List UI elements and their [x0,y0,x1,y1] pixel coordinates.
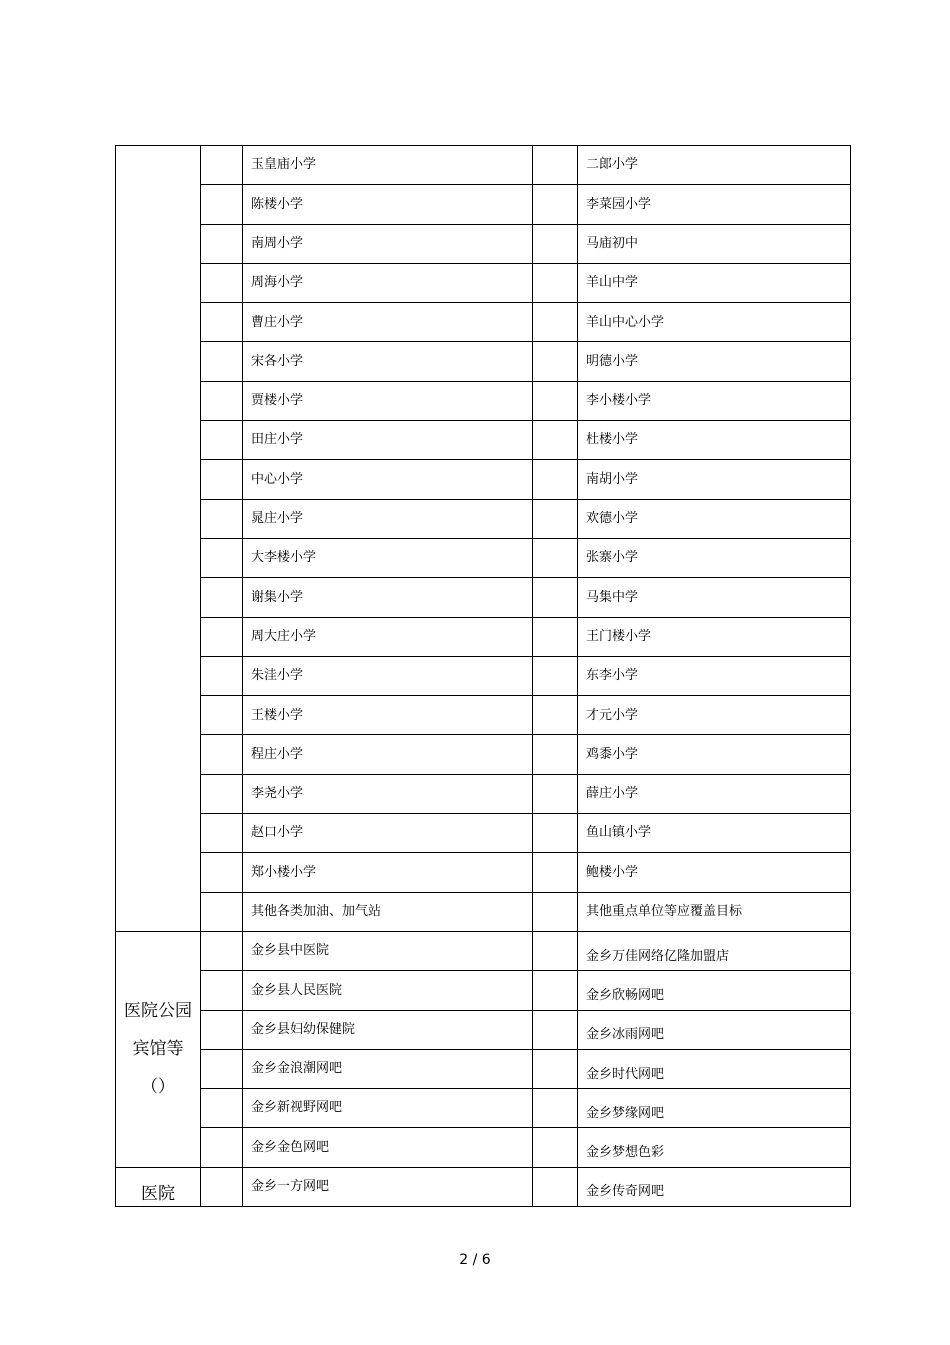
unit-name-right: 张寨小学 [578,538,851,577]
table-row [116,303,851,342]
unit-name-right: 杜楼小学 [578,421,851,460]
index-cell-left [201,538,243,577]
unit-name-right: 二郎小学 [578,146,851,185]
unit-name-right: 东李小学 [578,656,851,695]
unit-name-right: 金乡万佳网络亿隆加盟店 [578,931,851,970]
index-cell-right [533,774,578,813]
table-row [116,1049,851,1088]
index-cell-right [533,342,578,381]
index-cell-left [201,185,243,224]
index-cell-left [201,263,243,302]
index-cell-right [533,656,578,695]
unit-name-left: 金乡新视野网吧 [243,1089,533,1128]
table-row [116,971,851,1010]
unit-name-left: 曹庄小学 [243,303,533,342]
unit-name-right: 马集中学 [578,578,851,617]
unit-name-left: 中心小学 [243,460,533,499]
table-row [116,460,851,499]
index-cell-left [201,1128,243,1167]
unit-name-left: 周大庄小学 [243,617,533,656]
page-number: 2 / 6 [459,1252,491,1268]
unit-name-right: 欢德小学 [578,499,851,538]
unit-name-left: 金乡金浪潮网吧 [243,1049,533,1088]
unit-name-right: 羊山中学 [578,263,851,302]
unit-name-left: 田庄小学 [243,421,533,460]
index-cell-right [533,617,578,656]
index-cell-right [533,853,578,892]
unit-name-right: 明德小学 [578,342,851,381]
table-row [116,1089,851,1128]
category-cell [116,146,201,932]
table-row [116,421,851,460]
table-row [116,696,851,735]
table-row [116,263,851,302]
category-cell: 医院公园宾馆等（） [116,931,201,1167]
index-cell-right [533,303,578,342]
unit-name-left: 宋各小学 [243,342,533,381]
unit-name-right: 王门楼小学 [578,617,851,656]
index-cell-left [201,224,243,263]
table-row [116,774,851,813]
unit-name-left: 金乡县妇幼保健院 [243,1010,533,1049]
unit-name-right: 李菜园小学 [578,185,851,224]
table-row [116,224,851,263]
unit-name-left: 郑小楼小学 [243,853,533,892]
index-cell-right [533,538,578,577]
index-cell-left [201,617,243,656]
index-cell-right [533,146,578,185]
index-cell-right [533,460,578,499]
table-row [116,892,851,931]
index-cell-right [533,735,578,774]
unit-name-left: 南周小学 [243,224,533,263]
index-cell-right [533,696,578,735]
unit-name-right: 金乡冰雨网吧 [578,1010,851,1049]
unit-name-right: 金乡欣畅网吧 [578,971,851,1010]
index-cell-left [201,735,243,774]
index-cell-left [201,1089,243,1128]
unit-name-right: 鲍楼小学 [578,853,851,892]
index-cell-right [533,892,578,931]
table-row [116,538,851,577]
index-cell-right [533,185,578,224]
unit-name-right: 薛庄小学 [578,774,851,813]
table-row [116,499,851,538]
index-cell-left [201,499,243,538]
table-row [116,578,851,617]
index-cell-left [201,146,243,185]
unit-name-left: 金乡一方网吧 [243,1167,533,1206]
table-row [116,814,851,853]
index-cell-left [201,892,243,931]
unit-name-right: 鸡黍小学 [578,735,851,774]
index-cell-left [201,931,243,970]
table-row [116,185,851,224]
index-cell-left [201,774,243,813]
unit-name-right: 其他重点单位等应覆盖目标 [578,892,851,931]
index-cell-left [201,971,243,1010]
category-cell: 医院 [116,1167,201,1206]
index-cell-left [201,1010,243,1049]
unit-name-left: 其他各类加油、加气站 [243,892,533,931]
index-cell-left [201,656,243,695]
unit-name-left: 朱洼小学 [243,656,533,695]
index-cell-right [533,421,578,460]
unit-name-left: 金乡县中医院 [243,931,533,970]
unit-name-left: 李尧小学 [243,774,533,813]
index-cell-left [201,853,243,892]
table-row [116,381,851,420]
index-cell-right [533,499,578,538]
index-cell-right [533,263,578,302]
index-cell-left [201,342,243,381]
unit-name-left: 金乡县人民医院 [243,971,533,1010]
table-row [116,1167,851,1206]
index-cell-right [533,1010,578,1049]
table-row [116,735,851,774]
index-cell-left [201,1167,243,1206]
unit-name-right: 羊山中心小学 [578,303,851,342]
unit-name-left: 谢集小学 [243,578,533,617]
index-cell-left [201,814,243,853]
table-row [116,853,851,892]
table-row [116,617,851,656]
table-row [116,931,851,970]
unit-name-left: 金乡金色网吧 [243,1128,533,1167]
unit-name-left: 程庄小学 [243,735,533,774]
unit-name-right: 金乡梦缘网吧 [578,1089,851,1128]
table-row [116,1010,851,1049]
unit-name-right: 金乡梦想色彩 [578,1128,851,1167]
index-cell-right [533,1128,578,1167]
index-cell-right [533,814,578,853]
index-cell-left [201,381,243,420]
unit-name-left: 王楼小学 [243,696,533,735]
index-cell-right [533,931,578,970]
index-cell-right [533,578,578,617]
unit-name-right: 南胡小学 [578,460,851,499]
index-cell-left [201,421,243,460]
index-cell-right [533,1049,578,1088]
table-row [116,656,851,695]
table-row [116,146,851,185]
index-cell-right [533,224,578,263]
unit-name-left: 赵口小学 [243,814,533,853]
index-cell-left [201,696,243,735]
unit-name-right: 鱼山镇小学 [578,814,851,853]
unit-name-left: 玉皇庙小学 [243,146,533,185]
index-cell-right [533,1089,578,1128]
unit-name-left: 周海小学 [243,263,533,302]
table-row [116,342,851,381]
unit-name-left: 陈楼小学 [243,185,533,224]
unit-name-right: 金乡时代网吧 [578,1049,851,1088]
index-cell-right [533,971,578,1010]
index-cell-right [533,1167,578,1206]
unit-name-right: 马庙初中 [578,224,851,263]
index-cell-left [201,303,243,342]
unit-name-right: 李小楼小学 [578,381,851,420]
index-cell-right [533,381,578,420]
unit-name-left: 晁庄小学 [243,499,533,538]
table-row [116,1128,851,1167]
index-cell-left [201,1049,243,1088]
unit-table [115,145,851,1207]
index-cell-left [201,578,243,617]
index-cell-left [201,460,243,499]
unit-name-right: 金乡传奇网吧 [578,1167,851,1206]
unit-name-left: 大李楼小学 [243,538,533,577]
unit-name-left: 贾楼小学 [243,381,533,420]
unit-name-right: 才元小学 [578,696,851,735]
